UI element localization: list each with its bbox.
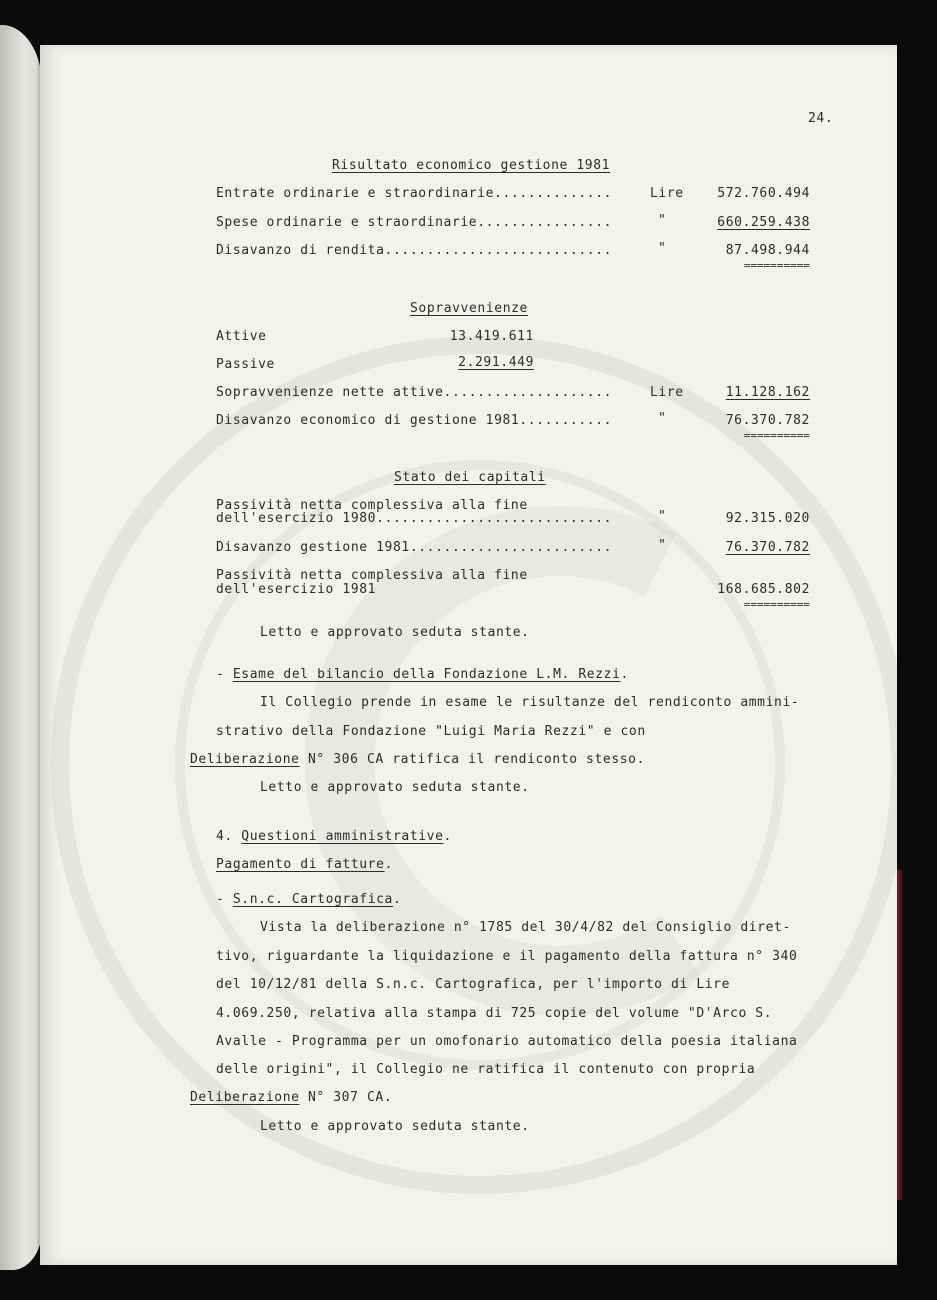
- passivita-1980-value: 92.315.020: [725, 511, 810, 526]
- bilancio-deliberazione: Deliberazione N° 306 CA ratifica il rendiconto stesso.: [190, 752, 646, 767]
- facing-page-edge: [0, 25, 42, 1270]
- page-number: 24.: [808, 111, 834, 126]
- passivita-1980-line2: dell'esercizio 1980............................: [216, 511, 613, 526]
- cartografica-line-2: tivo, riguardante la liquidazione e il pagamento della fattura n° 340: [216, 949, 798, 964]
- passivita-1980-unit: ": [658, 509, 667, 524]
- cartografica-line-3: del 10/12/81 della S.n.c. Cartografica, per l'importo di Lire: [216, 977, 731, 992]
- passivita-1981-line2: dell'esercizio 1981: [216, 582, 377, 597]
- cartografica-line-1: Vista la deliberazione n° 1785 del 30/4/82 del Consiglio diret-: [260, 920, 791, 935]
- passivita-1981-line1: Passività netta complessiva alla fine: [216, 568, 528, 583]
- letto-approvato-2: Letto e approvato seduta stante.: [260, 780, 530, 795]
- passivita-1981-value: 168.685.802: [717, 582, 810, 597]
- passivita-1980-line1: Passività netta complessiva alla fine: [216, 498, 528, 513]
- section-title-risultato: Risultato economico gestione 1981: [332, 158, 611, 173]
- nette-label: Sopravvenienze nette attive....................: [216, 385, 613, 400]
- cartografica-deliberazione: Deliberazione N° 307 CA.: [190, 1090, 393, 1105]
- row-value-spese: 660.259.438: [717, 215, 810, 230]
- bilancio-line-1: Il Collegio prende in esame le risultanze del rendiconto ammini-: [260, 695, 800, 710]
- row-value-entrate: 572.760.494: [717, 186, 810, 201]
- cartografica-line-6: delle origini", il Collegio ne ratifica il contenuto con propria: [216, 1062, 756, 1077]
- questioni-heading: 4. Questioni amministrative.: [216, 829, 452, 844]
- attive-value: 13.419.611: [449, 329, 534, 344]
- row-label-entrate: Entrate ordinarie e straordinarie..............: [216, 186, 613, 201]
- cartografica-heading: - S.n.c. Cartografica.: [216, 892, 402, 907]
- passive-value: 2.291.449: [458, 355, 534, 370]
- row-label-spese: Spese ordinarie e straordinarie................: [216, 215, 613, 230]
- row-unit-entrate: Lire: [650, 186, 684, 201]
- nette-unit: Lire: [650, 385, 684, 400]
- section-title-sopravvenienze: Sopravvenienze: [410, 301, 528, 316]
- disavanzo-gestione-unit: ": [658, 538, 667, 553]
- row-unit-disavanzo-rendita: ": [658, 241, 667, 256]
- row-label-disavanzo-rendita: Disavanzo di rendita...........................: [216, 243, 613, 258]
- attive-label: Attive: [216, 329, 267, 344]
- row-value-disavanzo-rendita: 87.498.944: [725, 243, 810, 258]
- disavanzo-gestione-label: Disavanzo gestione 1981........................: [216, 540, 613, 555]
- pagamento-heading: Pagamento di fatture.: [216, 857, 393, 872]
- disavanzo-gestione-value: 76.370.782: [725, 540, 810, 555]
- cartografica-line-4: 4.069.250, relativa alla stampa di 725 copie del volume "D'Arco S.: [216, 1006, 773, 1021]
- double-rule: ==========: [743, 598, 810, 611]
- passive-label: Passive: [216, 357, 275, 372]
- section-title-stato: Stato dei capitali: [394, 470, 546, 485]
- row-unit-spese: ": [658, 213, 667, 228]
- double-rule: ==========: [743, 259, 810, 272]
- cartografica-line-5: Avalle - Programma per un omofonario automatico della poesia italiana: [216, 1034, 798, 1049]
- document-page: [40, 45, 897, 1265]
- letto-approvato-1: Letto e approvato seduta stante.: [260, 625, 530, 640]
- letto-approvato-3: Letto e approvato seduta stante.: [260, 1119, 530, 1134]
- disavanzo-economico-label: Disavanzo economico di gestione 1981...........: [216, 413, 613, 428]
- bilancio-heading: - Esame del bilancio della Fondazione L.M. Rezzi.: [216, 667, 629, 682]
- disavanzo-economico-value: 76.370.782: [725, 413, 810, 428]
- double-rule: ==========: [743, 429, 810, 442]
- bilancio-line-2: strativo della Fondazione "Luigi Maria Rezzi" e con: [216, 724, 646, 739]
- disavanzo-economico-unit: ": [658, 411, 667, 426]
- nette-value: 11.128.162: [725, 385, 810, 400]
